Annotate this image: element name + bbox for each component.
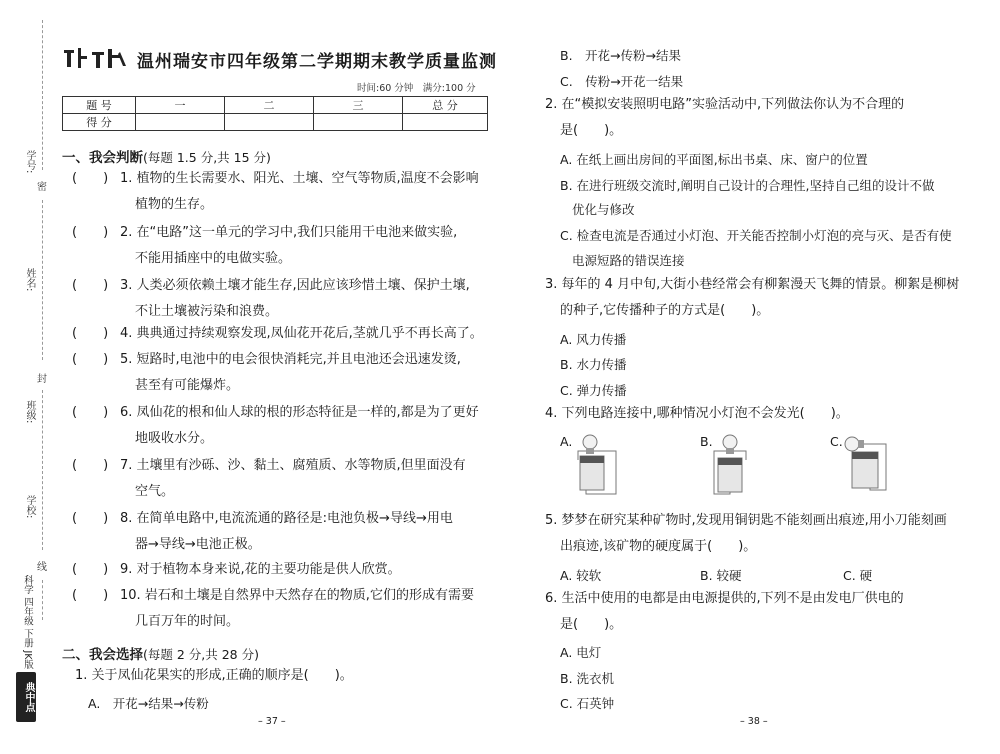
judgment-question: 6. 凤仙花的根和仙人球的根的形态特征是一样的,都是为了更好: [120, 405, 479, 420]
circuit-b-diagram: [708, 430, 778, 502]
answer-paren[interactable]: ( ): [72, 352, 109, 367]
judgment-question-cont: 不让土壤被污染和浪费。: [135, 304, 279, 319]
answer-paren[interactable]: ( ): [72, 225, 109, 240]
exam-title: 温州瑞安市四年级第二学期期末教学质量监测: [137, 52, 497, 72]
answer-paren[interactable]: ( ): [72, 171, 109, 186]
q1-option-b[interactable]: B. 开花→传粉→结果: [560, 48, 681, 63]
score-table-header-cell: 总 分: [403, 97, 488, 114]
q4-option-a[interactable]: A.: [560, 434, 573, 449]
q2-option-b[interactable]: B. 在进行班级交流时,阐明自己设计的合理性,坚持自己组的设计不做: [560, 178, 935, 193]
judgment-question: 2. 在“电路”这一单元的学习中,我们只能用干电池来做实验,: [120, 225, 458, 240]
answer-paren[interactable]: ( ): [72, 326, 109, 341]
score-table-header-row: [63, 97, 488, 114]
binding-line: [42, 20, 43, 170]
choice-question-2-cont: 是( )。: [560, 123, 623, 138]
judgment-question-cont: 植物的生存。: [135, 197, 214, 212]
score-table: [62, 96, 488, 131]
score-table-score-row: [63, 114, 488, 131]
q1-option-c[interactable]: C. 传粉→开花一结果: [560, 74, 684, 89]
answer-paren[interactable]: ( ): [72, 405, 109, 420]
q2-option-b-cont: 优化与修改: [572, 202, 635, 217]
answer-paren[interactable]: ( ): [72, 562, 109, 577]
q3-option-a[interactable]: A. 风力传播: [560, 332, 627, 347]
judgment-question-cont: 空气。: [135, 484, 175, 499]
choice-question-3: 3. 每年的 4 月中旬,大街小巷经常会有柳絮漫天飞舞的情景。柳絮是柳树: [545, 277, 960, 292]
header-decoration-icon: [60, 44, 130, 72]
judgment-question-cont: 地吸收水分。: [135, 431, 214, 446]
judgment-question: 4. 典典通过持续观察发现,凤仙花开花后,茎就几乎不再长高了。: [120, 326, 483, 341]
page-number-right: – 38 –: [740, 716, 768, 727]
judgment-question-cont: 几百万年的时间。: [135, 614, 240, 629]
section1-note: (每题 1.5 分,共 15 分): [143, 150, 271, 165]
choice-question-6-cont: 是( )。: [560, 617, 623, 632]
q3-option-b[interactable]: B. 水力传播: [560, 357, 627, 372]
judgment-question-cont: 不能用插座中的电做实验。: [135, 251, 292, 266]
choice-question-3-cont: 的种子,它传播种子的方式是( )。: [560, 303, 770, 318]
judgment-question: 7. 土壤里有沙砾、沙、黏土、腐殖质、水等物质,但里面没有: [120, 458, 466, 473]
page-number-left: – 37 –: [258, 716, 286, 727]
judgment-question: 8. 在简单电路中,电流流通的路径是:电池负极→导线→用电: [120, 511, 453, 526]
q6-option-a[interactable]: A. 电灯: [560, 645, 602, 660]
score-table-header-cell: 题 号: [63, 97, 136, 114]
q6-option-c[interactable]: C. 石英钟: [560, 696, 615, 711]
q3-option-c[interactable]: C. 弹力传播: [560, 383, 627, 398]
section1-heading: [62, 146, 271, 166]
mi-mark: 密: [37, 182, 47, 193]
judgment-question: 3. 人类必须依赖土壤才能生存,因此应该珍惜土壤、保护土壤,: [120, 278, 470, 293]
q2-option-c[interactable]: C. 检查电流是否通过小灯泡、开关能否控制小灯泡的亮与灭、是否有使: [560, 228, 952, 243]
q2-option-a[interactable]: A. 在纸上画出房间的平面图,标出书桌、床、窗户的位置: [560, 152, 868, 167]
xian-mark: 线: [37, 562, 47, 573]
q4-option-c[interactable]: C.: [830, 434, 843, 449]
q5-option-b[interactable]: B. 较硬: [700, 568, 742, 583]
judgment-question: 1. 植物的生长需要水、阳光、土壤、空气等物质,温度不会影响: [120, 171, 479, 186]
score-table-header-cell: 一: [136, 97, 225, 114]
school-label: 学校:: [24, 495, 35, 519]
circuit-c-diagram: [840, 430, 910, 502]
class-label: 班级:: [24, 400, 35, 424]
judgment-question: 10. 岩石和土壤是自然界中天然存在的物质,它们的形成有需要: [120, 588, 474, 603]
judgment-question-cont: 器→导线→电池正极。: [135, 537, 261, 552]
judgment-question-cont: 甚至有可能爆炸。: [135, 378, 240, 393]
answer-paren[interactable]: ( ): [72, 511, 109, 526]
judgment-question: 9. 对于植物本身来说,花的主要功能是供人欣赏。: [120, 562, 401, 577]
score-cell[interactable]: [403, 114, 488, 131]
answer-paren[interactable]: ( ): [72, 278, 109, 293]
answer-paren[interactable]: ( ): [72, 458, 109, 473]
choice-question-2: 2. 在“模拟安装照明电路”实验活动中,下列做法你认为不合理的: [545, 97, 905, 112]
score-table-row-label: 得 分: [63, 114, 136, 131]
q2-option-c-cont: 电源短路的错误连接: [572, 253, 685, 268]
choice-question-6: 6. 生活中使用的电都是由电源提供的,下列不是由发电厂供电的: [545, 591, 904, 606]
score-table-header-cell: 二: [225, 97, 314, 114]
choice-question-5-cont: 出痕迹,该矿物的硬度属于( )。: [560, 539, 757, 554]
binding-line: [42, 390, 43, 550]
section2-note: (每题 2 分,共 28 分): [143, 647, 259, 662]
q5-option-c[interactable]: C. 硬: [843, 568, 873, 583]
score-cell[interactable]: [136, 114, 225, 131]
q1-option-a[interactable]: A. 开花→结果→传粉: [88, 696, 209, 711]
exam-time-info: 时间:60 分钟 满分:100 分: [357, 83, 476, 94]
q6-option-b[interactable]: B. 洗衣机: [560, 671, 615, 686]
score-cell[interactable]: [225, 114, 314, 131]
choice-question-1: 1. 关于凤仙花果实的形成,正确的顺序是( )。: [75, 668, 353, 683]
binding-line: [42, 200, 43, 360]
judgment-question: 5. 短路时,电池中的电会很快消耗完,并且电池还会迅速发烫,: [120, 352, 461, 367]
q5-option-a[interactable]: A. 较软: [560, 568, 602, 583]
name-label: 姓名:: [24, 268, 35, 292]
feng-mark: 封: [37, 374, 47, 385]
student-no-label: 学号:: [24, 150, 35, 174]
book-info: 科学 四年级 下册 JK版: [22, 575, 33, 670]
section2-heading: [62, 643, 259, 663]
choice-question-4: 4. 下列电路连接中,哪种情况小灯泡不会发光( )。: [545, 406, 849, 421]
section1-title: 一、我会判断: [62, 150, 143, 166]
binding-line: [42, 580, 43, 620]
choice-question-5: 5. 梦梦在研究某种矿物时,发现用铜钥匙不能刻画出痕迹,用小刀能刻画: [545, 513, 947, 528]
circuit-a-diagram: [570, 430, 640, 502]
section2-title: 二、我会选择: [62, 647, 143, 663]
score-table-header-cell: 三: [314, 97, 403, 114]
q4-option-b[interactable]: B.: [700, 434, 713, 449]
score-cell[interactable]: [314, 114, 403, 131]
answer-paren[interactable]: ( ): [72, 588, 109, 603]
brand-logo: 典中点: [16, 672, 36, 722]
